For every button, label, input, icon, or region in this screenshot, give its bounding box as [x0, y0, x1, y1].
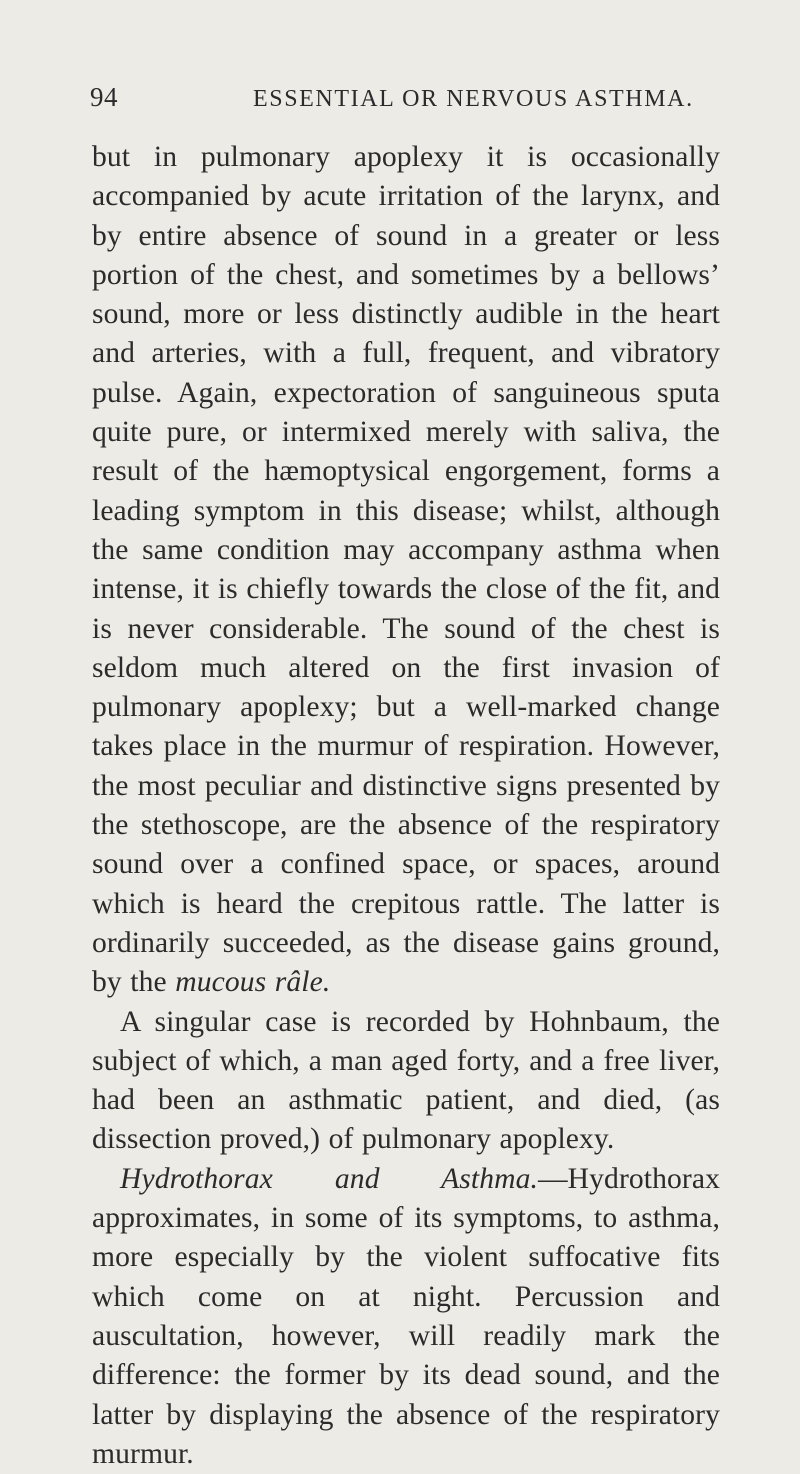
paragraph-text: A singular case is recorded by Hohnbaum, the subject of which, a man aged forty, and a free liver, had been an asthmatic patient, and died, (as dissection proved,) of pulmonary apoplexy.	[92, 1005, 720, 1156]
paragraph-text: —Hydrothorax approximates, in some of its symptoms, to asthma, more especially by the violent suffocative fits which come on at night. Percussion and auscultation, however, will readily mark the difference: the former by its dead sound, and the latter by displaying the absence of the respiratory murmur.	[92, 1162, 720, 1470]
italic-term-mucous-rale: mucous râle.	[175, 966, 331, 999]
body-text	[92, 138, 720, 1474]
paragraph-hydrothorax	[92, 1160, 720, 1474]
paragraph-hohnbaum-case	[92, 1003, 720, 1160]
page-header	[90, 82, 730, 122]
paragraph-pulmonary-apoplexy	[92, 138, 720, 1003]
paragraph-text: but in pulmonary apoplexy it is occasionally accompanied by acute irritation of the larynx, and by entire absence of sound in a greater or less portion of the chest, and sometimes by a bellows’ sound, more or less distinctly audible in the heart and arteries, with a full, frequent, and vibratory pulse. Again, expectoration of sanguineous sputa quite pure, or intermixed merely with saliva, the result of the hæmoptysical engorgement, forms a leading symptom in this disease; whilst, although the same condition may accompany asthma when intense, it is chiefly towards the close of the fit, and is never considerable. The sound of the chest is seldom much altered on the first invasion of pulmonary apoplexy; but a well-marked change takes place in the murmur of respiration. However, the most peculiar and distinctive signs presented by the stethoscope, are the absence of the respiratory sound over a confined space, or spaces, around which is heard the crepitous rattle. The latter is ordinarily succeeded, as the disease gains ground, by the	[92, 141, 720, 999]
running-title: ESSENTIAL OR NERVOUS ASTHMA.	[253, 86, 694, 112]
page-number: 94	[90, 82, 118, 112]
section-heading-hydrothorax: Hydrothorax and Asthma.	[120, 1162, 538, 1195]
